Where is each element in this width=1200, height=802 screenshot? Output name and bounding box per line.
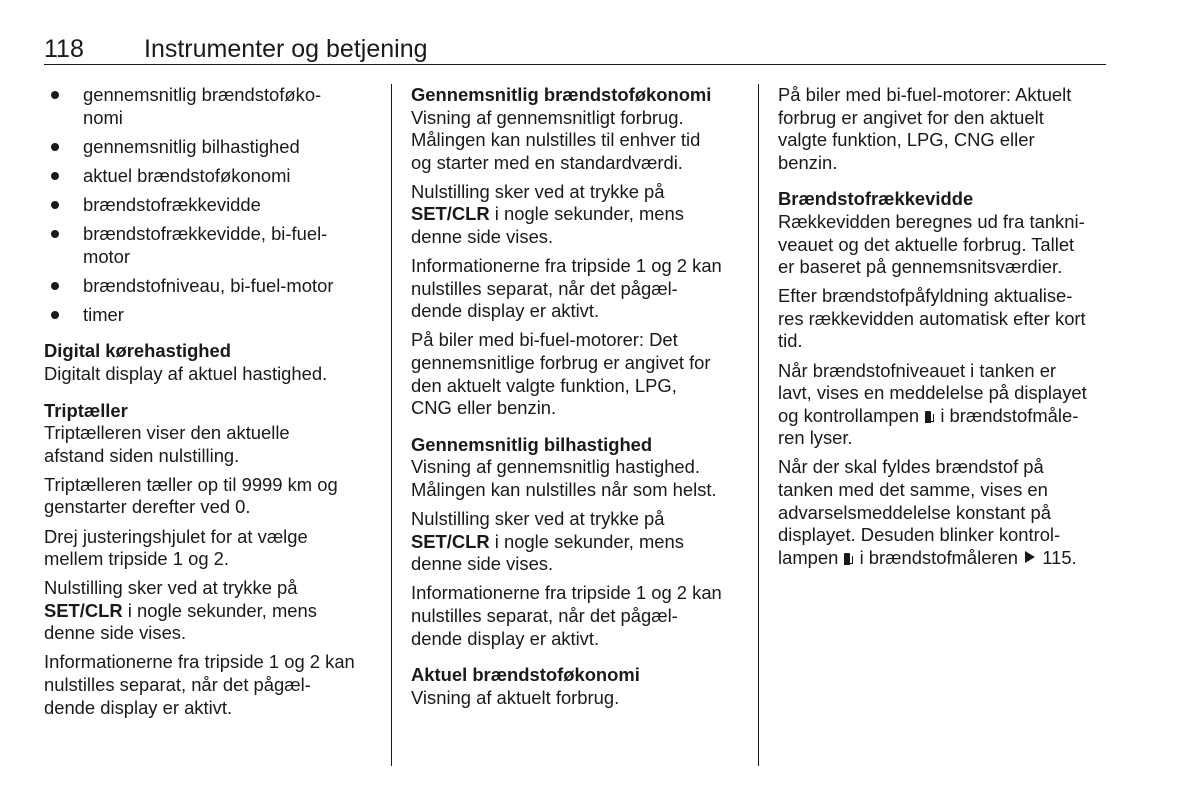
paragraph: Efter brændstofpåfyldning aktualise- res rækkevidden automatisk efter kort tid. bbox=[778, 285, 1086, 352]
paragraph: Visning af aktuelt forbrug. bbox=[411, 686, 620, 708]
paragraph: Triptælleren viser den aktuelle afstand siden nulstilling. bbox=[44, 422, 290, 466]
paragraph: Informationerne fra tripside 1 og 2 kan nulstilles separat, når det pågæl- dende display er aktivt. bbox=[411, 255, 722, 322]
paragraph bbox=[411, 508, 747, 576]
text-run: i brændstofmåleren bbox=[854, 546, 1019, 568]
paragraph: Visning af gennemsnitlig hastighed. Målingen kan nulstilles når som helst. bbox=[411, 456, 717, 500]
page-reference-arrow-icon[interactable] bbox=[1025, 551, 1035, 563]
paragraph bbox=[778, 456, 1108, 569]
text-run: i brændstofmåle- ren lyser. bbox=[778, 404, 1079, 449]
section-heading-trip-meter: Triptæller bbox=[44, 399, 128, 421]
set-clr-label: SET/CLR bbox=[44, 599, 123, 621]
text-run: Nulstilling sker ved at trykke på bbox=[411, 508, 665, 530]
bullet-item bbox=[44, 223, 380, 268]
bullet-text: brændstofniveau, bi-fuel-motor bbox=[83, 274, 334, 296]
bullet-item bbox=[44, 304, 380, 327]
fuel-pump-icon bbox=[844, 553, 853, 565]
bullet-text: brændstofrækkevidde, bi-fuel- motor bbox=[83, 222, 328, 267]
bullet-text: gennemsnitlig bilhastighed bbox=[83, 135, 300, 157]
paragraph: Informationerne fra tripside 1 og 2 kan nulstilles separat, når det pågæl- dende display er aktivt. bbox=[411, 582, 722, 649]
text-run: Når der skal fyldes brændstof på tanken med det samme, vises en advarselsmeddelelse konstant på displayet. Desuden blinker kontrol- lampen bbox=[778, 456, 1061, 568]
column-left bbox=[44, 84, 380, 726]
text-run: i nogle sekunder, mens denne side vises. bbox=[44, 599, 317, 644]
set-clr-label: SET/CLR bbox=[411, 530, 490, 552]
text-run: i nogle sekunder, mens denne side vises. bbox=[411, 530, 684, 575]
set-clr-label: SET/CLR bbox=[411, 203, 490, 225]
text-run: Nulstilling sker ved at trykke på bbox=[411, 180, 665, 202]
text-run: i nogle sekunder, mens denne side vises. bbox=[411, 203, 684, 248]
paragraph bbox=[44, 577, 380, 645]
section-heading-digital-speed: Digital kørehastighed bbox=[44, 340, 232, 362]
paragraph: Drej justeringshjulet for at vælge mellem tripside 1 og 2. bbox=[44, 525, 308, 570]
bullet-list bbox=[44, 84, 380, 326]
section-heading-avg-fuel-economy: Gennemsnitlig brændstoføkonomi bbox=[411, 84, 712, 105]
paragraph: På biler med bi-fuel-motorer: Det gennemsnitlige forbrug er angivet for den aktuelt valgte funktion, LPG, CNG eller benzin. bbox=[411, 329, 711, 419]
page-title: Instrumenter og betjening bbox=[144, 35, 428, 63]
bullet-text: aktuel brændstoføkonomi bbox=[83, 164, 291, 186]
section-heading-avg-speed: Gennemsnitlig bilhastighed bbox=[411, 433, 653, 455]
fuel-pump-icon bbox=[925, 411, 934, 423]
section-heading-fuel-range: Brændstofrækkevidde bbox=[778, 188, 974, 210]
bullet-item bbox=[44, 84, 380, 129]
bullet-text: brændstofrækkevidde bbox=[83, 193, 261, 215]
paragraph: Triptælleren tæller op til 9999 km og genstarter derefter ved 0. bbox=[44, 473, 338, 518]
bullet-item bbox=[44, 165, 380, 188]
paragraph: Visning af gennemsnitligt forbrug. Målingen kan nulstilles til enhver tid og starter med en standardværdi. bbox=[411, 106, 701, 173]
paragraph bbox=[411, 181, 747, 249]
paragraph: Digitalt display af aktuel hastighed. bbox=[44, 362, 328, 384]
bullet-item bbox=[44, 194, 380, 217]
column-divider bbox=[758, 84, 759, 766]
paragraph bbox=[778, 360, 1108, 450]
paragraph: På biler med bi-fuel-motorer: Aktuelt forbrug er angivet for den aktuelt valgte funktion, LPG, CNG eller benzin. bbox=[778, 84, 1072, 173]
page-number: 118 bbox=[44, 35, 84, 63]
bullet-text: timer bbox=[83, 303, 124, 325]
text-run: Når brændstofniveauet i tanken er lavt, vises en meddelelse på displayet og kontrollampen bbox=[778, 359, 1087, 426]
paragraph: Informationerne fra tripside 1 og 2 kan nulstilles separat, når det pågæl- dende display er aktivt. bbox=[44, 651, 355, 718]
page-header bbox=[44, 34, 1106, 65]
paragraph: Rækkevidden beregnes ud fra tankni- veauet og det aktuelle forbrug. Tallet er baseret på gennemsnitsværdier. bbox=[778, 210, 1085, 278]
page-reference-link[interactable]: 115. bbox=[1037, 546, 1077, 568]
section-heading-current-fuel-economy: Aktuel brændstoføkonomi bbox=[411, 664, 640, 686]
column-divider bbox=[391, 84, 392, 766]
bullet-item bbox=[44, 136, 380, 159]
bullet-text: gennemsnitlig brændstoføko- nomi bbox=[83, 84, 322, 128]
column-right bbox=[778, 84, 1108, 576]
column-middle bbox=[411, 84, 747, 716]
text-run: Nulstilling sker ved at trykke på bbox=[44, 577, 298, 599]
bullet-item bbox=[44, 275, 380, 298]
